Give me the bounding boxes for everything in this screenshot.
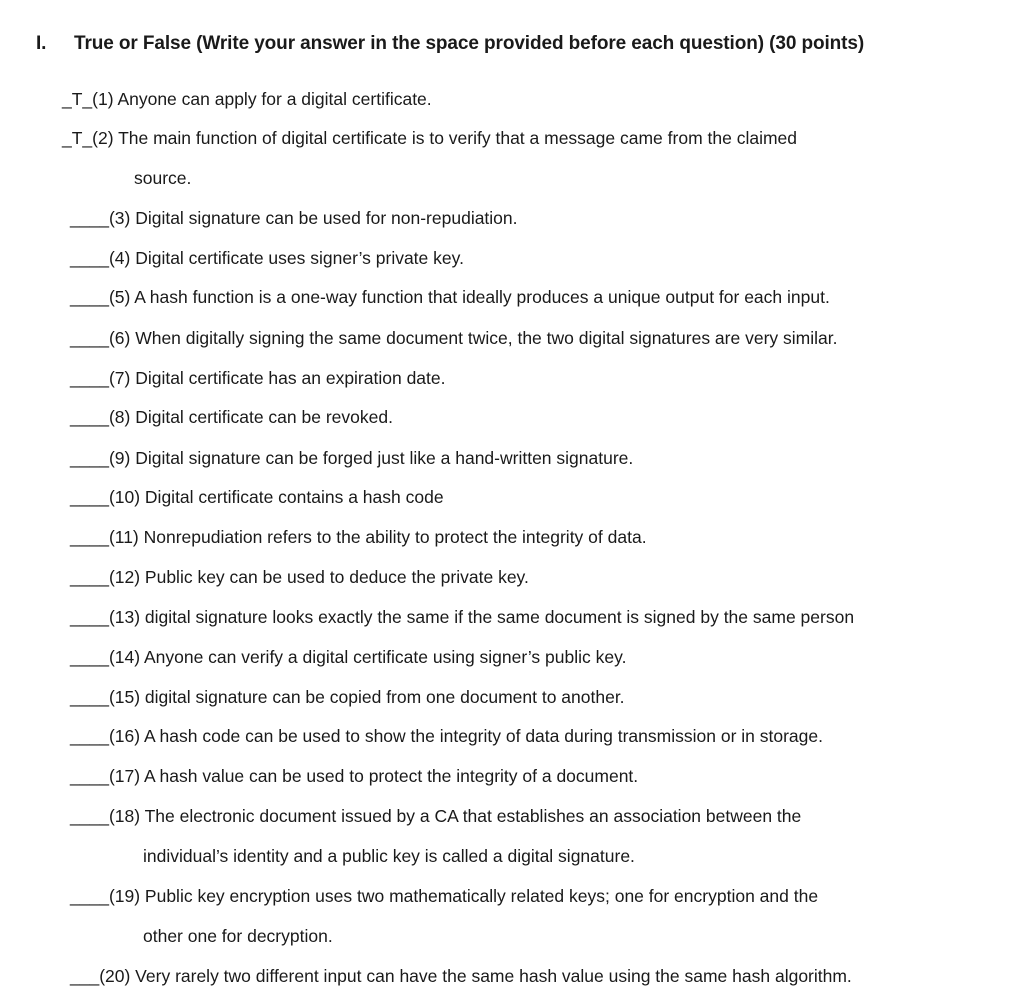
answer-blank[interactable]: ____ <box>70 687 109 707</box>
question-3 <box>70 207 518 229</box>
answer-blank[interactable]: ____ <box>70 806 109 826</box>
question-text: (12) Public key can be used to deduce the private key. <box>108 567 529 587</box>
question-16 <box>70 725 823 747</box>
answer-blank[interactable]: ____ <box>70 567 109 587</box>
question-10 <box>70 486 444 508</box>
question-9 <box>70 447 633 469</box>
question-14 <box>70 646 626 668</box>
answer-blank[interactable]: ____ <box>70 328 109 348</box>
answer-blank[interactable]: ____ <box>70 647 109 667</box>
answer-blank[interactable]: _T_ <box>62 128 93 148</box>
question-text: (4) Digital certificate uses signer’s private key. <box>108 248 464 268</box>
question-text: (15) digital signature can be copied from one document to another. <box>108 687 625 707</box>
question-18 <box>70 805 801 827</box>
answer-blank[interactable]: ___ <box>70 966 100 986</box>
question-12 <box>70 566 529 588</box>
section-heading <box>36 33 864 55</box>
question-1 <box>62 88 432 110</box>
question-8 <box>70 406 393 428</box>
answer-blank[interactable]: ____ <box>70 487 109 507</box>
question-text: (3) Digital signature can be used for non-repudiation. <box>108 208 518 228</box>
answer-blank[interactable]: ____ <box>70 248 109 268</box>
question-text: (1) Anyone can apply for a digital certificate. <box>92 89 432 109</box>
question-text: (16) A hash code can be used to show the integrity of data during transmission or in storage. <box>108 726 823 746</box>
question-2-continuation <box>134 167 191 189</box>
question-text: (7) Digital certificate has an expiration date. <box>108 368 446 388</box>
question-19-continuation <box>143 925 333 947</box>
question-17 <box>70 765 638 787</box>
question-text: (2) The main function of digital certificate is to verify that a message came from the claimed <box>92 128 798 148</box>
answer-blank[interactable]: ____ <box>70 766 109 786</box>
question-19 <box>70 885 818 907</box>
section-title: True or False (Write your answer in the space provided before each question) (30 points) <box>74 33 865 54</box>
answer-blank[interactable]: ____ <box>70 607 109 627</box>
question-20 <box>70 965 852 987</box>
answer-blank[interactable]: ____ <box>70 208 109 228</box>
question-4 <box>70 247 464 269</box>
question-text: (13) digital signature looks exactly the same if the same document is signed by the same person <box>108 607 855 627</box>
answer-blank[interactable]: ____ <box>70 726 109 746</box>
question-text: (10) Digital certificate contains a hash code <box>108 487 444 507</box>
question-text: (9) Digital signature can be forged just like a hand-written signature. <box>108 448 634 468</box>
question-18-continuation <box>143 845 635 867</box>
answer-blank[interactable]: ____ <box>70 527 109 547</box>
answer-blank[interactable]: ____ <box>70 448 109 468</box>
answer-blank[interactable]: ____ <box>70 368 109 388</box>
answer-blank[interactable]: ____ <box>70 886 109 906</box>
question-text: (11) Nonrepudiation refers to the ability to protect the integrity of data. <box>108 527 647 547</box>
question-text: other one for decryption. <box>143 926 333 946</box>
question-15 <box>70 686 625 708</box>
question-6 <box>70 327 837 349</box>
question-5 <box>70 286 830 308</box>
question-text: (19) Public key encryption uses two mathematically related keys; one for encryption and the <box>108 886 819 906</box>
answer-blank[interactable]: _T_ <box>62 89 93 109</box>
question-text: (14) Anyone can verify a digital certificate using signer’s public key. <box>108 647 627 667</box>
question-text: (6) When digitally signing the same document twice, the two digital signatures are very similar. <box>108 328 838 348</box>
answer-blank[interactable]: ____ <box>70 287 109 307</box>
question-text: source. <box>134 168 192 188</box>
question-text: (20) Very rarely two different input can have the same hash value using the same hash algorithm. <box>99 966 852 986</box>
question-text: (5) A hash function is a one-way function that ideally produces a unique output for each input. <box>108 287 830 307</box>
question-text: (18) The electronic document issued by a CA that establishes an association between the <box>108 806 802 826</box>
question-text: individual’s identity and a public key is called a digital signature. <box>143 846 635 866</box>
question-text: (17) A hash value can be used to protect the integrity of a document. <box>108 766 639 786</box>
section-number: I. <box>36 33 47 54</box>
answer-blank[interactable]: ____ <box>70 407 109 427</box>
question-11 <box>70 526 647 548</box>
question-13 <box>70 606 854 628</box>
question-2 <box>62 127 797 149</box>
question-7 <box>70 367 446 389</box>
question-text: (8) Digital certificate can be revoked. <box>108 407 393 427</box>
